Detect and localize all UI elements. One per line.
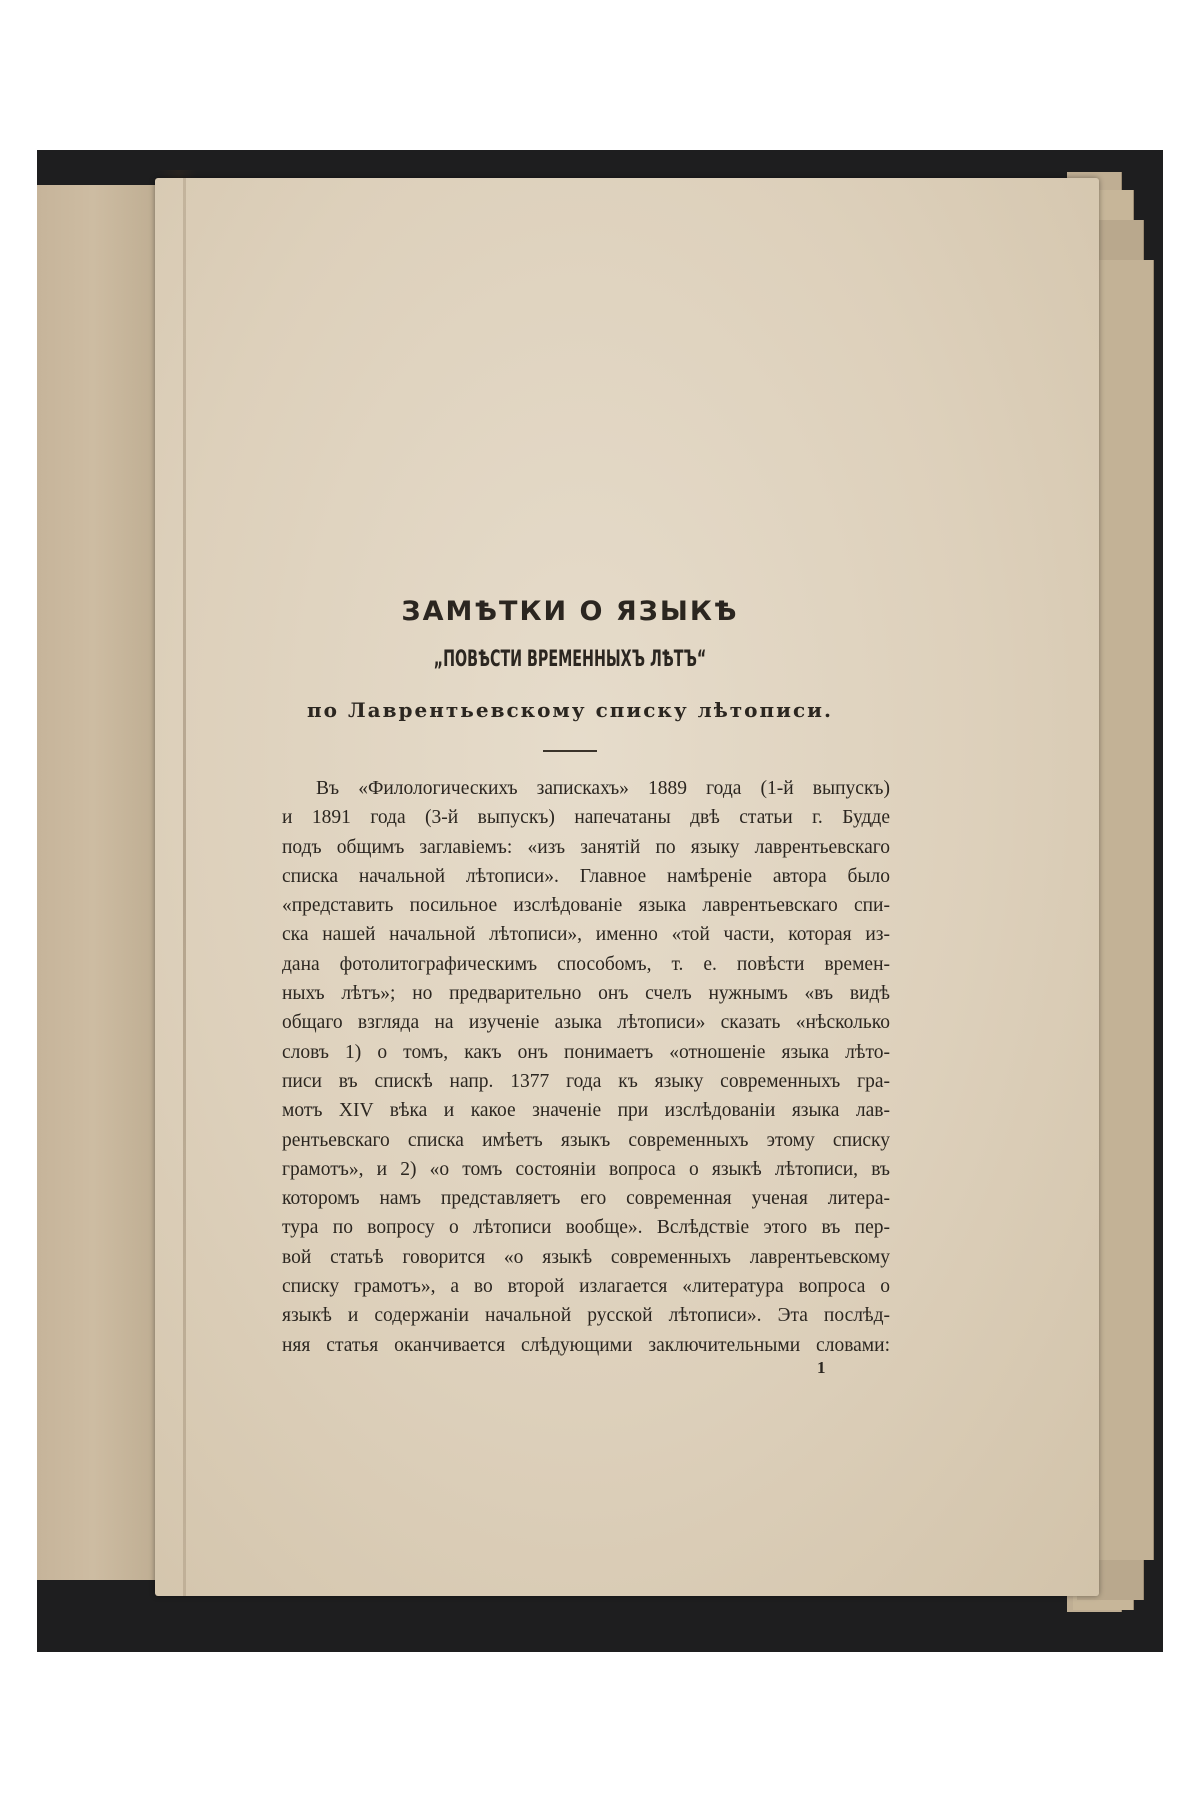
text-line: мотъ XIV вѣка и какое значеніе при изслѣдованіи языка лав- xyxy=(282,1100,890,1122)
text-line: ска нашей начальной лѣтописи», именно «той части, которая из- xyxy=(282,924,890,946)
text-line: писи въ спискѣ напр. 1377 года къ языку современныхъ гра- xyxy=(282,1070,890,1092)
text-line: и 1891 года (3-й выпускъ) напечатаны двѣ статьи г. Будде xyxy=(282,807,890,829)
text-line: грамотъ», и 2) «о томъ состояніи вопроса о языкѣ лѣтописи, въ xyxy=(282,1158,890,1180)
text-line: общаго взгляда на изученіе азыка лѣтописи» сказать «нѣсколько xyxy=(282,1012,890,1034)
article-title: ЗАМѢТКИ О ЯЗЫКѢ xyxy=(401,596,739,627)
text-line: списка начальной лѣтописи». Главное намѣреніе автора было xyxy=(282,865,890,887)
article-byline: по Лаврентьевскому списку лѣтописи. xyxy=(307,698,833,722)
page-number: 1 xyxy=(817,1358,826,1377)
text-line: словъ 1) о томъ, какъ онъ понимаетъ «отношеніе языка лѣто- xyxy=(282,1041,890,1063)
fold-line xyxy=(183,178,186,1596)
body-text xyxy=(240,774,900,1360)
text-line: няя статья оканчивается слѣдующими заключительными словами: xyxy=(282,1334,890,1356)
text-line: языкѣ и содержаніи начальной русской лѣтописи». Эта послѣд- xyxy=(282,1305,890,1327)
separator-rule xyxy=(543,750,597,752)
text-line: Въ «Филологическихъ запискахъ» 1889 года (1-й выпускъ) xyxy=(316,778,890,799)
text-line: подъ общимъ заглавіемъ: «изъ занятій по языку лаврентьевскаго xyxy=(282,836,890,858)
text-line: ныхъ лѣтъ»; но предварительно онъ счелъ нужнымъ «въ видѣ xyxy=(282,983,890,1005)
text-line: рентьевскаго списка имѣетъ языкъ современныхъ этому списку xyxy=(282,1129,890,1151)
text-line: тура по вопросу о лѣтописи вообще». Вслѣдствіе этого въ пер- xyxy=(282,1217,890,1239)
article-subtitle: „ПОВѢСТИ ВРЕМЕННЫХЪ ЛѢТЪ“ xyxy=(433,647,707,672)
text-line: «представить посильное изслѣдованіе языка лаврентьевскаго спи- xyxy=(282,895,890,917)
text-line: которомъ намъ представляетъ его современная ученая литера- xyxy=(282,1188,890,1210)
page-content xyxy=(240,596,900,1360)
text-line: вой статьѣ говорится «о языкѣ современныхъ лаврентьевскому xyxy=(282,1246,890,1268)
text-line: дана фотолитографическимъ способомъ, т. е. повѣсти времен- xyxy=(282,953,890,975)
text-line: списку грамотъ», а во второй излагается «литература вопроса о xyxy=(282,1276,890,1298)
